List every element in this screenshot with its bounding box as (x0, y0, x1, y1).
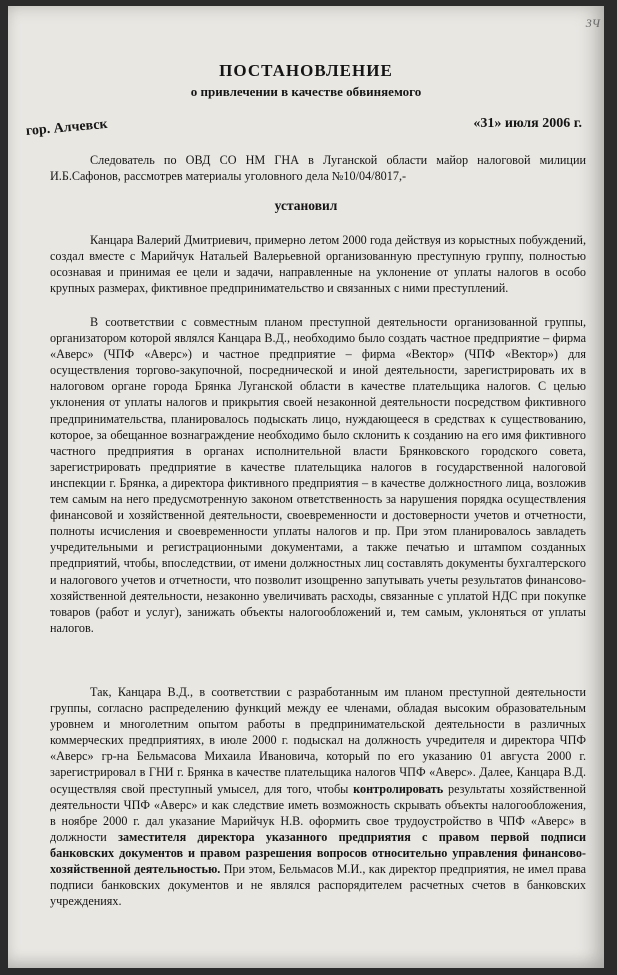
document-date: «31» июля 2006 г. (473, 116, 582, 131)
paragraph-3-part-1: Так, Канцара В.Д., в соответствии с разработанным им планом преступной деятельности группы, согласно распределению функций между ее членами, обладая высоким образовательным уровнем и многолетним опытом работы в предпринимательской деятельности в различных коммерческих предприятиях, в июле 2000 г. подыскал на должность учредителя и директора ЧПФ «Аверс» гр-на Бельмасова Михаила Ивановича, который по его указанию 01 августа 2000 г. зарегистрировал в ГНИ г. Брянка в качестве плательщика налогов ЧПФ «Аверс». Далее, Канцара В.Д. осуществляя свой преступный умысел, для того, чтобы (50, 685, 586, 796)
paragraph-1: Канцара Валерий Дмитриевич, примерно летом 2000 года действуя из корыстных побуждений, создал вместе с Марийчук Натальей Валерьевной организованную преступную группу, полностью осознавая и принимая ее цели и задачи, направленные на уклонение от уплаты налогов в особо крупных размерах, фиктивное предпринимательство и связанных с ними преступлений. (50, 233, 586, 296)
page-number-mark: 3Ч (585, 16, 600, 30)
paragraph-3 (50, 684, 586, 909)
paragraph-3-bold-2: заместителя директора указанного предприятия с правом первой подписи банковских документов и правом разрешения вопросов относительно управления финансово-хозяйственной деятельностью. (50, 829, 586, 877)
paragraph-3-bold-1: контролировать (353, 781, 444, 796)
document-title: ПОСТАНОВЛЕНИЕ (219, 61, 393, 80)
document-page (8, 6, 604, 968)
established-heading: установил (274, 198, 338, 213)
intro-paragraph: Следователь по ОВД СО НМ ГНА в Луганской области майор налоговой милиции И.Б.Сафонов, рассмотрев материалы уголовного дела №10/04/8017,- (50, 153, 586, 184)
paragraph-2: В соответствии с совместным планом преступной деятельности организованной группы, организатором которой являлся Канцара В.Д., необходимо было создать частное предприятие – фирма «Аверс» (ЧПФ «Аверс») и частное предприятие – фирма «Вектор» (ЧПФ «Вектор») для осуществления торгово-закупочной, посреднической и иной деятельности, зарегистрировать их в налоговом органе города Брянка Луганской области в качестве плательщика налогов. С целью уклонения от уплаты налогов и прикрытия своей незаконной деятельности посредством фиктивного предпринимательства, планировалось подыскать лицо, нуждающееся в средствах к существованию, которое, за обещанное вознаграждение необходимо было склонить к созданию на его имя фиктивного частного предприятия в органах исполнительной власти Брянковского городского совета, зарегистрировать предприятие в качестве плательщика налогов в государственной налоговой инспекции г. Брянка, а директора фиктивного предприятия – в качестве должностного лица, возложив тем самым на него предусмотренную законом ответственность за нарушения порядка осуществления финансовой и хозяйственной деятельности, своевременности и достоверности учетов и отчетности, полноты исчисления и своевременности уплаты налогов и пр. При этом планировалось завладеть учредительными и регистрационными документами, а также печатью и штампом созданных предприятий, чтобы, впоследствии, от имени должностных лиц составлять документы бухгалтерского и налогового учетов и отчетности, что позволит изощренно запутывать учеты результатов финансово-хозяйственной деятельности, незаконно увеличивать расходы, связанные с уплатой НДС при покупке товаров (работ и услуг), занижать объекты налогообложений и, тем самым, уклоняться от уплаты налогов. (50, 315, 586, 635)
document-subtitle: о привлечении в качестве обвиняемого (190, 84, 422, 99)
city: гор. Алчевск (25, 116, 109, 139)
paragraph-3-part-3: При этом, Бельмасов М.И., как директор предприятия, не имел права подписи банковских документов и не являлся распорядителем расчетных счетов в банковских учреждениях. (50, 862, 586, 909)
paragraph-3-part-2: результаты хозяйственной деятельности ЧПФ «Аверс» и как следствие иметь возможность скрывать объекты налогообложения, в ноябре 2000 г. дал указание Марийчук Н.В. оформить свое трудоустройство в ЧПФ «Аверс» в должности (50, 781, 586, 844)
